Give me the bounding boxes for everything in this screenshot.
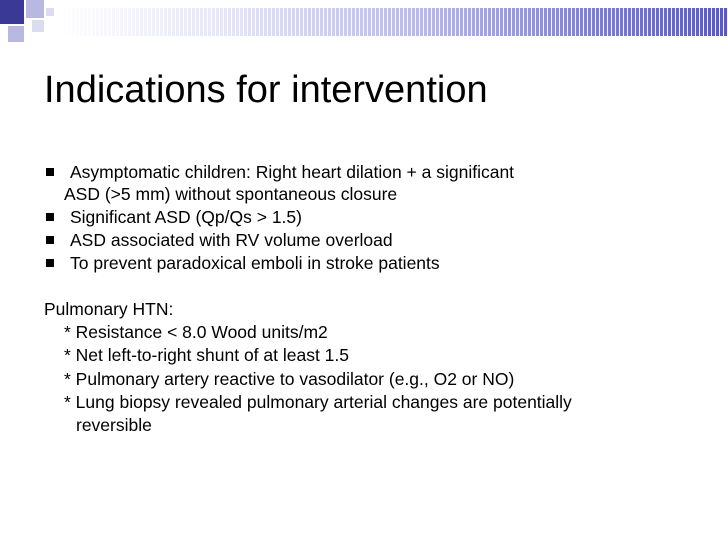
deco-square (0, 0, 24, 24)
slide-title: Indications for intervention (44, 69, 488, 111)
bullet-text: ASD associated with RV volume overload (70, 230, 393, 250)
bullet-marker (46, 168, 54, 176)
criteria-item-continuation: reversible (76, 415, 152, 435)
bullet-marker (46, 236, 54, 244)
deco-square (46, 8, 54, 16)
deco-square (8, 26, 24, 42)
bullet-text: To prevent paradoxical emboli in stroke patients (70, 253, 440, 273)
bullet-marker (46, 259, 54, 267)
bullet-text-continuation: ASD (>5 mm) without spontaneous closure (64, 184, 398, 204)
deco-square (26, 0, 44, 18)
bullet-text: Asymptomatic children: Right heart dilation + a significant (70, 162, 515, 182)
header-stripe-band (55, 8, 728, 36)
corner-squares-decoration (0, 0, 60, 50)
criteria-item: * Net left-to-right shunt of at least 1.5 (64, 345, 350, 365)
criteria-item: * Resistance < 8.0 Wood units/m2 (64, 322, 328, 342)
section-heading: Pulmonary HTN: (44, 299, 174, 319)
bullet-marker (46, 213, 54, 221)
deco-square (32, 20, 44, 32)
criteria-item: * Pulmonary artery reactive to vasodilator (e.g., O2 or NO) (64, 369, 515, 389)
bullet-text: Significant ASD (Qp/Qs > 1.5) (70, 207, 302, 227)
criteria-item: * Lung biopsy revealed pulmonary arterial changes are potentially (64, 392, 572, 412)
